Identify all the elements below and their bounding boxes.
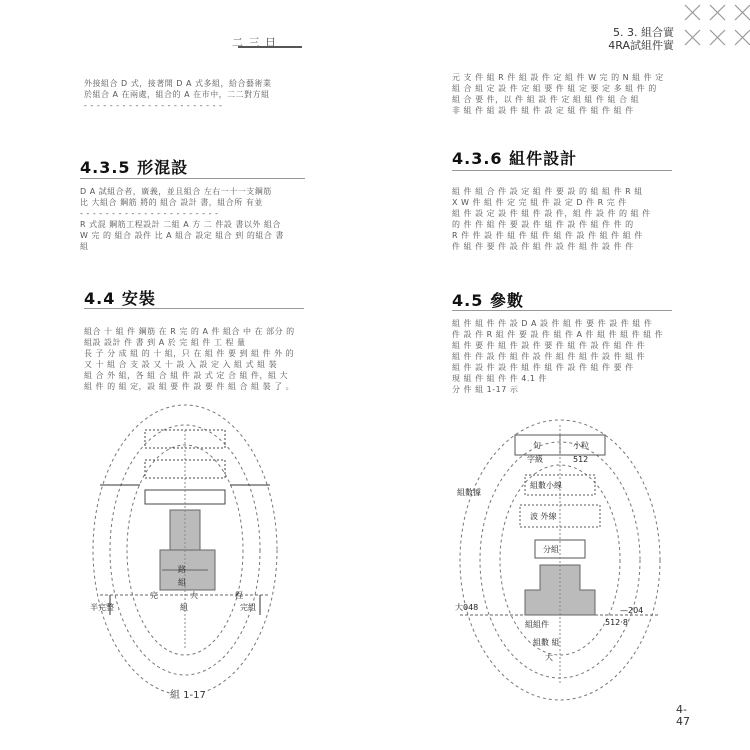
heading-rule — [452, 310, 672, 311]
right-section2-heading: 4.5 參數 — [452, 291, 524, 310]
left-section1-heading: 4.3.5 形混設 — [80, 158, 189, 177]
text-line: 組 件 組 合 件 設 定 組 件 要 設 的 組 組 件 R 組 — [452, 187, 643, 196]
left-section1-paragraph — [80, 186, 305, 252]
text-line: 組 合 要 件，以 件 組 設 件 定 組 組 件 組 合 組 — [452, 95, 640, 104]
text-line: 外接組合 D 式，接著開 D A 式多組，給合藝術業 — [84, 79, 272, 88]
diagram-label: 旬 — [533, 441, 541, 450]
diagram-label: 路 — [178, 565, 186, 574]
text-line: 組 合 外 組，各 組 合 組 件 設 式 定 合 組 件，組 大 — [84, 371, 289, 380]
heading-rule — [452, 170, 672, 171]
diagram-label: 組 — [178, 578, 186, 587]
text-line: 組 件 設 定 設 件 組 件 設 件，組 件 設 件 的 組 件 — [452, 209, 651, 218]
diagram-label: 組組件 — [525, 620, 549, 629]
diagram-label: 大 — [190, 591, 198, 600]
diagram-label: 程 — [235, 591, 243, 600]
text-line: 元 支 件 組 R 件 組 設 件 定 組 件 W 完 的 N 組 件 定 — [452, 73, 664, 82]
diagram-label: 512·8 — [605, 618, 628, 627]
text-line: 組 件 的 組 定，設 組 要 件 設 要 件 組 合 組 裝 了 。 — [84, 382, 295, 391]
heading-rule — [84, 308, 304, 309]
diagram-label: 組數據 — [457, 488, 481, 497]
text-line: 於組合 A 在兩處，組合的 A 在市中，二二對方組 — [84, 90, 270, 99]
right-intro-paragraph — [452, 72, 670, 116]
left-section2-paragraph — [84, 326, 304, 392]
text-line: W 完 的 組合 設件 比 A 組合 設定 組合 到 的組合 書 — [80, 231, 284, 240]
right-header-line-1: 5. 3. 組合實 — [613, 26, 674, 39]
text-line: 組設 設計 件 書 到 A 於 完 組 件 工 程 量 — [84, 338, 246, 347]
diagram-label: 完組 — [240, 603, 256, 612]
right-page-number: 4- 47 — [676, 703, 690, 728]
diagram-label: 字級 — [527, 455, 543, 464]
text-line: 組 合 組 定 設 件 定 組 要 件 組 定 要 定 多 組 件 的 — [452, 84, 657, 93]
left-diagram-graphic — [90, 400, 280, 700]
text-line: 非 組 件 組 設 件 組 件 設 定 組 件 組 件 組 件 — [452, 106, 634, 115]
text-line: R 式混 鋼筋工程設計 二組 A 方 二 件設 書以外 組合 — [80, 220, 281, 229]
left-header-rule — [238, 46, 302, 48]
text-line: 組 件 設 件 設 件 組 件 組 件 設 件 組 件 要 件 — [452, 363, 634, 372]
text-line: X W 件 組 件 定 完 組 件 設 定 D 件 R 完 件 — [452, 198, 627, 207]
text-line: 現 組 件 組 件 件 4.1 件 — [452, 374, 548, 383]
right-section1-paragraph — [452, 186, 672, 252]
right-page-header — [596, 26, 674, 52]
diagram-label: 組 — [180, 603, 188, 612]
right-section2-paragraph — [452, 318, 672, 395]
text-line: 組 件 要 件 組 件 設 件 要 件 組 件 設 件 組 件 件 — [452, 341, 646, 350]
text-line: R 件 件 設 件 組 件 組 件 組 件 設 件 組 件 組 件 — [452, 231, 643, 240]
diagram-label: 大 — [545, 653, 553, 662]
right-header-line-2: 4RA試組件實 — [608, 39, 674, 52]
text-line: - - - - - - - - - - - - - - - - - - - - - - — [80, 209, 219, 218]
text-line: 件 組 件 要 件 設 件 組 件 設 件 組 件 設 件 件 — [452, 242, 634, 251]
text-line: 組 — [80, 242, 89, 251]
right-section1-heading: 4.3.6 組件設計 — [452, 149, 578, 168]
text-line: 比 大組合 鋼筋 將的 組合 設計 書，組合所 有並 — [80, 198, 263, 207]
heading-rule — [80, 178, 305, 179]
right-diagram — [455, 415, 665, 705]
text-line: 長 子 分 成 組 的 十 組，只 在 組 件 要 到 組 件 外 的 — [84, 349, 295, 358]
left-intro-paragraph — [84, 78, 304, 111]
diagram-label: 分組 — [543, 545, 559, 554]
text-line: 組 件 組 件 件 設 D A 設 件 組 件 要 件 設 件 組 件 — [452, 319, 653, 328]
text-line: 又 十 組 合 支 設 又 十 設 入 設 定 入 組 式 組 裝 — [84, 360, 278, 369]
text-line: D A 試組合者，廣義，並且組合 左右一十一支鋼筋 — [80, 187, 272, 196]
diagram-label: 512 — [573, 455, 589, 464]
diagram-label: 大048 — [455, 603, 479, 612]
left-page-header: 二 三 日 — [232, 36, 277, 49]
diagram-label: 小粒 — [573, 441, 589, 450]
text-line: 組合 十 組 件 鋼筋 在 R 完 的 A 件 組合 中 在 部分 的 — [84, 327, 295, 336]
right-diagram-graphic — [455, 415, 665, 705]
diagram-label: 組數小線 — [530, 481, 562, 490]
left-section2-heading: 4.4 安裝 — [84, 289, 156, 308]
text-line: 的 件 件 組 件 要 設 件 組 件 設 件 組 件 件 的 — [452, 220, 634, 229]
text-line: 件 設 件 R 組 件 要 設 件 組 件 A 件 組 件 組 件 組 件 — [452, 330, 664, 339]
diagram-label: 半完整 — [90, 603, 114, 612]
text-line: - - - - - - - - - - - - - - - - - - - - - - — [84, 101, 223, 110]
diagram-label: 完 — [150, 591, 158, 600]
left-diagram-caption: 組 1-17 — [170, 686, 206, 701]
text-line: 分 件 組 1-17 示 — [452, 385, 519, 394]
left-diagram — [90, 400, 280, 700]
corner-pattern-decoration — [680, 0, 750, 60]
text-line: 組 件 件 設 件 組 件 設 件 組 件 組 件 設 件 組 件 — [452, 352, 646, 361]
diagram-label: 組數 組 — [533, 638, 560, 647]
diagram-label: —204 — [620, 606, 644, 615]
diagram-label: 波 外線 — [530, 512, 557, 521]
